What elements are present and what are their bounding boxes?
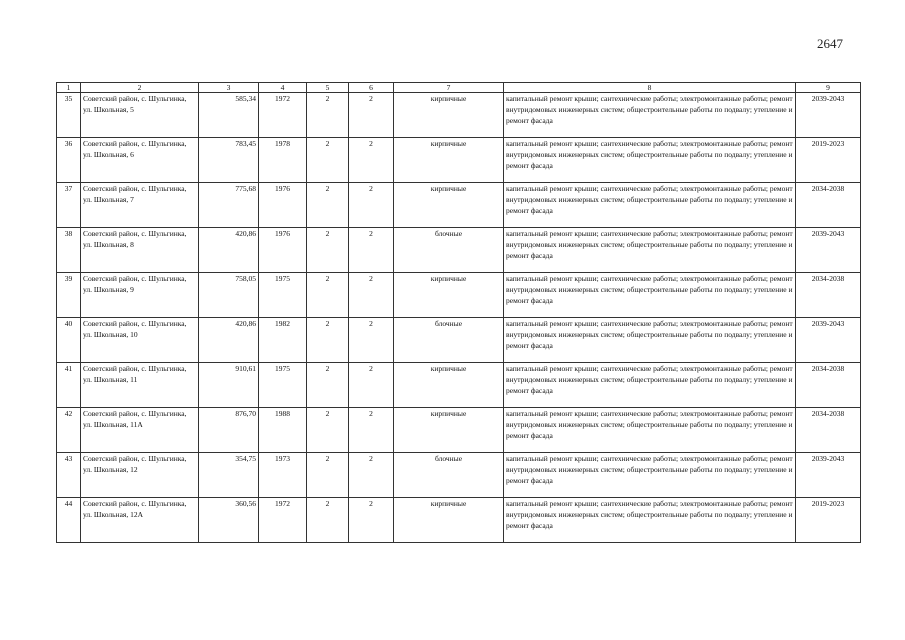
wall-material-cell: блочные [394,453,504,498]
table-row [57,138,861,183]
floors-cell: 2 [307,498,349,543]
address-cell: Советский район, с. Шульгинка, ул. Школьная, 8 [81,228,199,273]
column-header: 6 [349,83,394,93]
table-row [57,363,861,408]
floors-cell: 2 [307,363,349,408]
repair-works-cell: капитальный ремонт крыши; сантехнические работы; электромонтажные работы; ремонт внутридомовых инженерных систем; общестроительные работы по подвалу; утепление и ремонт фасада [504,93,796,138]
repair-period-cell: 2019-2023 [796,498,861,543]
wall-material-cell: кирпичные [394,273,504,318]
repair-works-cell: капитальный ремонт крыши; сантехнические работы; электромонтажные работы; ремонт внутридомовых инженерных систем; общестроительные работы по подвалу; утепление и ремонт фасада [504,498,796,543]
repair-works-cell: капитальный ремонт крыши; сантехнические работы; электромонтажные работы; ремонт внутридомовых инженерных систем; общестроительные работы по подвалу; утепление и ремонт фасада [504,408,796,453]
entrances-cell: 2 [349,453,394,498]
address-cell: Советский район, с. Шульгинка, ул. Школьная, 11А [81,408,199,453]
repair-period-cell: 2034-2038 [796,408,861,453]
repair-works-cell: капитальный ремонт крыши; сантехнические работы; электромонтажные работы; ремонт внутридомовых инженерных систем; общестроительные работы по подвалу; утепление и ремонт фасада [504,363,796,408]
column-header: 5 [307,83,349,93]
year-cell: 1972 [259,93,307,138]
area-cell: 910,61 [199,363,259,408]
entrances-cell: 2 [349,498,394,543]
row-number: 40 [57,318,81,363]
area-cell: 585,34 [199,93,259,138]
area-cell: 775,68 [199,183,259,228]
wall-material-cell: кирпичные [394,183,504,228]
address-cell: Советский район, с. Шульгинка, ул. Школьная, 11 [81,363,199,408]
wall-material-cell: кирпичные [394,408,504,453]
repair-works-cell: капитальный ремонт крыши; сантехнические работы; электромонтажные работы; ремонт внутридомовых инженерных систем; общестроительные работы по подвалу; утепление и ремонт фасада [504,228,796,273]
wall-material-cell: блочные [394,228,504,273]
year-cell: 1975 [259,273,307,318]
page-number: 2647 [817,36,843,51]
header-row [57,83,861,93]
entrances-cell: 2 [349,273,394,318]
row-number: 44 [57,498,81,543]
wall-material-cell: кирпичные [394,363,504,408]
repair-works-cell: капитальный ремонт крыши; сантехнические работы; электромонтажные работы; ремонт внутридомовых инженерных систем; общестроительные работы по подвалу; утепление и ремонт фасада [504,318,796,363]
address-cell: Советский район, с. Шульгинка, ул. Школьная, 6 [81,138,199,183]
table-row [57,453,861,498]
wall-material-cell: блочные [394,318,504,363]
year-cell: 1978 [259,138,307,183]
area-cell: 758,05 [199,273,259,318]
repair-period-cell: 2039-2043 [796,318,861,363]
entrances-cell: 2 [349,363,394,408]
address-cell: Советский район, с. Шульгинка, ул. Школьная, 10 [81,318,199,363]
table-row [57,228,861,273]
table-row [57,183,861,228]
floors-cell: 2 [307,318,349,363]
year-cell: 1976 [259,228,307,273]
column-header: 9 [796,83,861,93]
area-cell: 783,45 [199,138,259,183]
column-header: 2 [81,83,199,93]
floors-cell: 2 [307,228,349,273]
year-cell: 1975 [259,363,307,408]
row-number: 37 [57,183,81,228]
repair-period-cell: 2034-2038 [796,273,861,318]
year-cell: 1982 [259,318,307,363]
table-row [57,318,861,363]
repair-period-cell: 2039-2043 [796,93,861,138]
wall-material-cell: кирпичные [394,93,504,138]
floors-cell: 2 [307,453,349,498]
year-cell: 1976 [259,183,307,228]
repair-period-cell: 2039-2043 [796,453,861,498]
entrances-cell: 2 [349,408,394,453]
address-cell: Советский район, с. Шульгинка, ул. Школьная, 9 [81,273,199,318]
floors-cell: 2 [307,408,349,453]
repair-period-cell: 2034-2038 [796,183,861,228]
area-cell: 360,56 [199,498,259,543]
row-number: 35 [57,93,81,138]
column-header: 3 [199,83,259,93]
row-number: 41 [57,363,81,408]
wall-material-cell: кирпичные [394,138,504,183]
row-number: 38 [57,228,81,273]
floors-cell: 2 [307,138,349,183]
column-header: 8 [504,83,796,93]
floors-cell: 2 [307,93,349,138]
entrances-cell: 2 [349,183,394,228]
table-row [57,498,861,543]
repair-period-cell: 2039-2043 [796,228,861,273]
table-row [57,408,861,453]
repair-works-cell: капитальный ремонт крыши; сантехнические работы; электромонтажные работы; ремонт внутридомовых инженерных систем; общестроительные работы по подвалу; утепление и ремонт фасада [504,183,796,228]
floors-cell: 2 [307,273,349,318]
repair-works-cell: капитальный ремонт крыши; сантехнические работы; электромонтажные работы; ремонт внутридомовых инженерных систем; общестроительные работы по подвалу; утепление и ремонт фасада [504,138,796,183]
address-cell: Советский район, с. Шульгинка, ул. Школьная, 12 [81,453,199,498]
area-cell: 420,86 [199,228,259,273]
column-header: 7 [394,83,504,93]
year-cell: 1973 [259,453,307,498]
year-cell: 1988 [259,408,307,453]
repair-works-cell: капитальный ремонт крыши; сантехнические работы; электромонтажные работы; ремонт внутридомовых инженерных систем; общестроительные работы по подвалу; утепление и ремонт фасада [504,273,796,318]
entrances-cell: 2 [349,93,394,138]
table-row [57,273,861,318]
address-cell: Советский район, с. Шульгинка, ул. Школьная, 7 [81,183,199,228]
column-header: 4 [259,83,307,93]
entrances-cell: 2 [349,138,394,183]
repair-period-cell: 2019-2023 [796,138,861,183]
entrances-cell: 2 [349,228,394,273]
entrances-cell: 2 [349,318,394,363]
address-cell: Советский район, с. Шульгинка, ул. Школьная, 5 [81,93,199,138]
repair-works-cell: капитальный ремонт крыши; сантехнические работы; электромонтажные работы; ремонт внутридомовых инженерных систем; общестроительные работы по подвалу; утепление и ремонт фасада [504,453,796,498]
address-cell: Советский район, с. Шульгинка, ул. Школьная, 12А [81,498,199,543]
area-cell: 354,75 [199,453,259,498]
row-number: 36 [57,138,81,183]
table-row [57,93,861,138]
row-number: 42 [57,408,81,453]
area-cell: 876,70 [199,408,259,453]
area-cell: 420,86 [199,318,259,363]
wall-material-cell: кирпичные [394,498,504,543]
floors-cell: 2 [307,183,349,228]
row-number: 43 [57,453,81,498]
housing-registry-table [56,82,861,543]
repair-period-cell: 2034-2038 [796,363,861,408]
row-number: 39 [57,273,81,318]
year-cell: 1972 [259,498,307,543]
column-header: 1 [57,83,81,93]
